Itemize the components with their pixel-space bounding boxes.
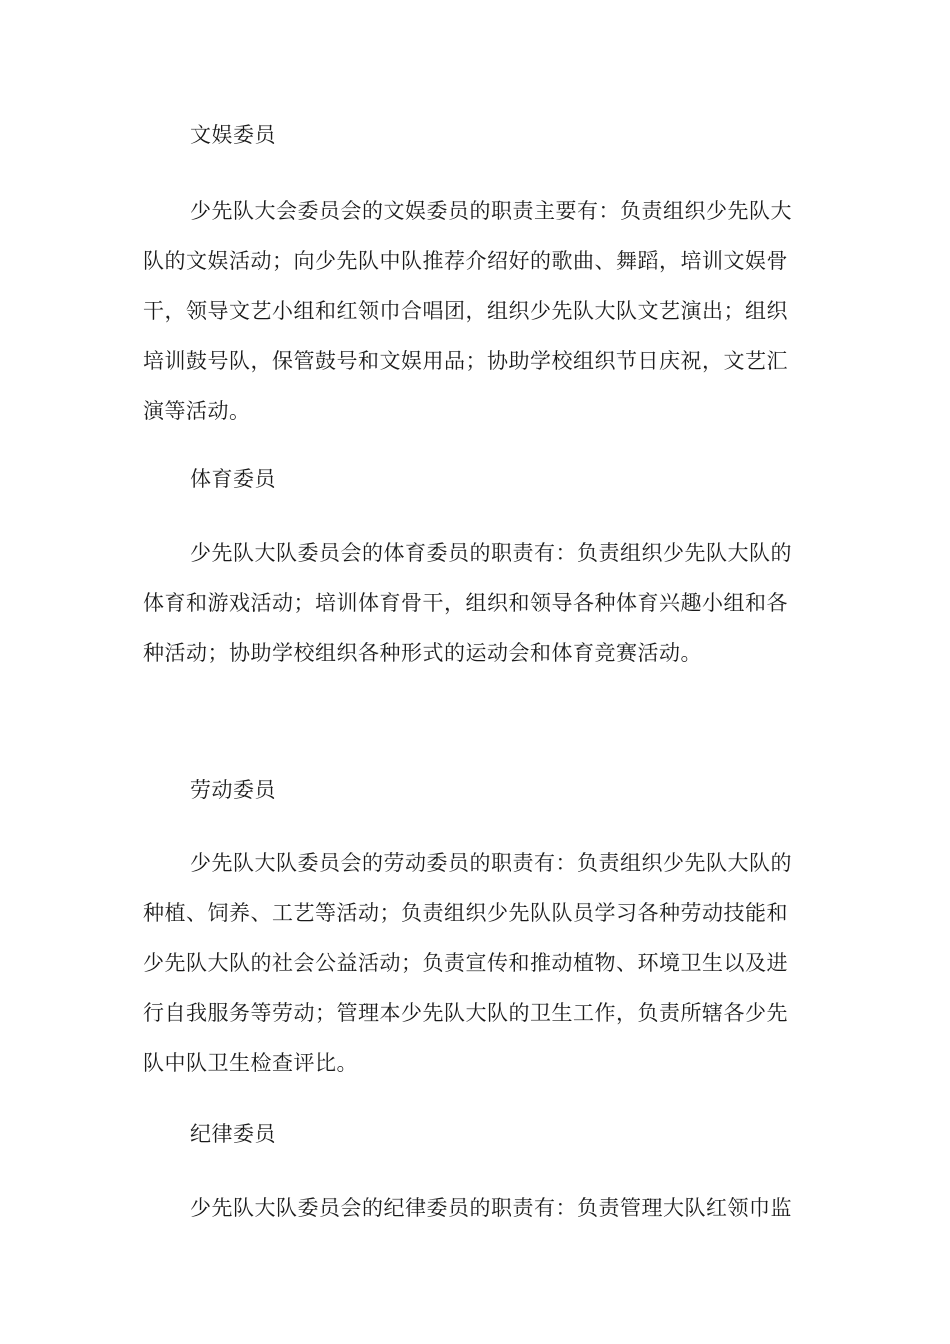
section-heading-laodong: 劳动委员: [190, 778, 276, 802]
paragraph-line: 种植、饲养、工艺等活动；负责组织少先队队员学习各种劳动技能和: [143, 901, 788, 925]
paragraph-line: 种活动；协助学校组织各种形式的运动会和体育竞赛活动。: [143, 641, 702, 665]
paragraph-line: 少先队大队委员会的劳动委员的职责有：负责组织少先队大队的: [190, 851, 792, 875]
paragraph-line: 干，领导文艺小组和红领巾合唱团，组织少先队大队文艺演出；组织: [143, 299, 788, 323]
section-heading-jilv: 纪律委员: [190, 1122, 276, 1146]
section-heading-tiyu: 体育委员: [190, 467, 276, 491]
paragraph-line: 队的文娱活动；向少先队中队推荐介绍好的歌曲、舞蹈，培训文娱骨: [143, 249, 788, 273]
paragraph-line: 少先队大会委员会的文娱委员的职责主要有：负责组织少先队大: [190, 199, 792, 223]
section-paragraph-tiyu: [143, 528, 809, 678]
paragraph-line: 少先队大队委员会的纪律委员的职责有：负责管理大队红领巾监: [190, 1196, 792, 1220]
paragraph-line: 队中队卫生检查评比。: [143, 1051, 358, 1075]
paragraph-line: 体育和游戏活动；培训体育骨干，组织和领导各种体育兴趣小组和各: [143, 591, 788, 615]
paragraph-line: 少先队大队委员会的体育委员的职责有：负责组织少先队大队的: [190, 541, 792, 565]
paragraph-line: 少先队大队的社会公益活动；负责宣传和推动植物、环境卫生以及进: [143, 951, 788, 975]
section-paragraph-jilv: [143, 1183, 809, 1233]
section-heading-wenyu: 文娱委员: [190, 123, 276, 147]
paragraph-line: 行自我服务等劳动；管理本少先队大队的卫生工作，负责所辖各少先: [143, 1001, 788, 1025]
section-paragraph-wenyu: [143, 186, 809, 436]
section-paragraph-laodong: [143, 838, 809, 1088]
paragraph-line: 培训鼓号队，保管鼓号和文娱用品；协助学校组织节日庆祝，文艺汇: [143, 349, 788, 373]
paragraph-line: 演等活动。: [143, 399, 251, 423]
